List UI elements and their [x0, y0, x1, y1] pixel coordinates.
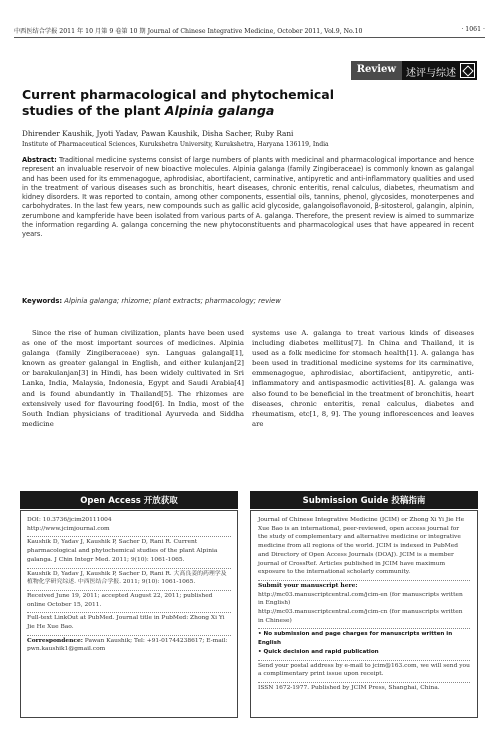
keywords-label: Keywords: — [22, 297, 63, 305]
submission-guide-box — [250, 510, 478, 718]
title-line-2-prefix: studies of the plant — [22, 103, 165, 118]
submit-block — [258, 581, 470, 630]
body-paragraph-1: Since the rise of human civilization, plants have been used as one of the most important sources of medicines. Alpinia galanga (family Zingiberaceae) syn. Languas galangal[1], known as greater galangal in English, and either kulanjan[2] or barakulanjan[3] in Hindi, has been widely cultivated in Sri Lanka, India, Malaysia, Indonesia, Egypt and Saudi Arabia[4] and is found abundantly in Thailand[5]. The rhizomes are extensively used for flavouring food[6]. In India, most of the South Indian physicians of traditional Ayurveda and Siddha medicine — [22, 329, 244, 428]
open-access-heading: Open Access 开放获取 — [20, 491, 238, 509]
received-dates: Received June 19, 2011; accepted August 22, 2011; published online October 15, 2011. — [27, 591, 231, 613]
correspondence-label: Correspondence: — [27, 636, 83, 644]
author-affiliation: Institute of Pharmaceutical Sciences, Kurukshetra University, Kurukshetra, Haryana 136119, India — [22, 141, 329, 148]
header-journal-info: 中西医结合学报 2011 年 10 月第 9 卷第 10 期 Journal of Chinese Integrative Medicine, October 2011, Vol.9, No.10 — [14, 28, 363, 35]
abstract — [22, 156, 474, 240]
journal-about: Journal of Chinese Integrative Medicine (JCIM) or Zhong Xi Yi Jie He Xue Bao is an international, peer-reviewed, open access journal for the study of complementary and alternative medicine or integrative medicine from all regions of the world. JCIM is indexed in PubMed and Directory of Open Access Journals (DOAJ). JCIM is a member journal of CrossRef. Articles published in JCIM have maximum exposure to the international scholarly community. — [258, 515, 470, 581]
section-badge — [351, 61, 477, 80]
submit-link-english[interactable]: http://mc03.manuscriptcentral.com/jcim-en (for manuscripts written in English) — [258, 591, 463, 607]
benefit-no-charges: • No submission and page charges for manuscripts written in English — [258, 631, 453, 647]
submission-guide-heading: Submission Guide 投稿指南 — [250, 491, 478, 509]
benefit-quick-decision: • Quick decision and rapid publication — [258, 648, 379, 655]
header-rule — [14, 37, 485, 38]
doi-text: DOI: 10.3736/jcim20111004 — [27, 517, 112, 523]
article-title — [22, 87, 462, 119]
postal-request: Send your postal address by e-mail to jcim@163.com, we will send you a complimentary print issue upon receipt. — [258, 661, 470, 683]
submit-label: Submit your manuscript here: — [258, 581, 358, 589]
submission-benefits — [258, 629, 470, 660]
issn-line: ISSN 1672-1977. Published by JCIM Press, Shanghai, China. — [258, 684, 440, 691]
correspondence-text: Pawan Kaushik; Tel: +91-01744238617; E-mail: pwn.kaushik1@gmail.com — [27, 637, 228, 653]
body-column-left — [22, 328, 244, 429]
fulltext-linkout: Full-text LinkOut at PubMed. Journal title in PubMed: Zhong Xi Yi Jie He Xue Bao. — [27, 613, 231, 635]
body-column-right — [252, 328, 474, 429]
body-paragraph-2: systems use A. galanga to treat various kinds of diseases including diabetes mellitus[7]. In China and Thailand, it is used as a folk medicine for stomach health[1]. A. galanga has been used in traditional medicine systems for its carminative, emmenagogue, aphrodisiac, abortifacient, antipyretic, anti-inflammatory and antispasmodic activities[8]. A. galanga was also found to be beneficial in the treatment of bronchitis, heart diseases, chronic enteritis, renal calculus, diabetes and rheumatism, etc[1, 8, 9]. The young inflorescences and leaves are — [252, 329, 474, 428]
diamond-logo-icon — [460, 63, 475, 78]
page-number: · 1061 · — [461, 26, 485, 33]
citation-english: Kaushik D, Yadav J, Kaushik P, Sacher D, Rani R. Current pharmacological and phytochemical studies of the plant Alpinia galanga. J Chin Integr Med. 2011; 9(10): 1061-1065. — [27, 537, 231, 568]
abstract-label: Abstract: — [22, 156, 57, 164]
running-header — [14, 24, 485, 38]
badge-review-label: Review — [351, 61, 402, 80]
badge-chinese-label: 述评与综述 — [406, 68, 456, 79]
citation-chinese: Kaushik D, Yadav J, Kaushik P, Sacher D, Rani R. 大高良姜的药理学及植物化学研究综述. 中西医结合学报. 2011; 9(10): 1061-1065. — [27, 569, 231, 591]
journal-url-link[interactable]: http://www.jcimjournal.com — [27, 525, 110, 532]
author-list: Dhirender Kaushik, Jyoti Yadav, Pawan Kaushik, Disha Sacher, Ruby Rani — [22, 129, 294, 138]
title-plant-name: Alpinia galanga — [164, 103, 275, 118]
keywords-text: Alpinia galanga; rhizome; plant extracts; pharmacology; review — [64, 297, 281, 305]
open-access-box — [20, 510, 238, 718]
title-line-1: Current pharmacological and phytochemical — [22, 87, 335, 102]
abstract-text: Traditional medicine systems consist of large numbers of plants with medicinal and pharmacological importance and hence represent an invaluable reservoir of new bioactive molecules. Alpinia galanga (family Zingiberaceae) is commonly known as galangal and has been used for its emmenagogue, aphrodisiac, abortifacient, carminative, antipyretic and anti-inflammatory qualities and used in the treatment of various diseases such as bronchitis, heart diseases, chronic enteritis, renal calculus, diabetes, rheumatism and kidney disorders. It was reported to contain, among other components, essential oils, tannins, phenol, glycosides, monoterpenes and carbohydrates. In the last few years, new compounds such as gallic acid glycoside, galangoisoflavonoid, β-sitosterol, galangin, alpinin, zerumbone and kampferide have been isolated from various parts of A. galanga. Therefore, the present review is aimed to summarize the information regarding A. galanga concerning the new phytoconstituents and pharmacological uses that have appeared in recent years. — [22, 156, 474, 239]
keywords — [22, 297, 474, 305]
doi-block — [27, 515, 231, 537]
correspondence — [27, 636, 231, 657]
submit-link-chinese[interactable]: http://mc03.manuscriptcentral.com/jcim-cn (for manuscripts written in Chinese) — [258, 609, 463, 624]
